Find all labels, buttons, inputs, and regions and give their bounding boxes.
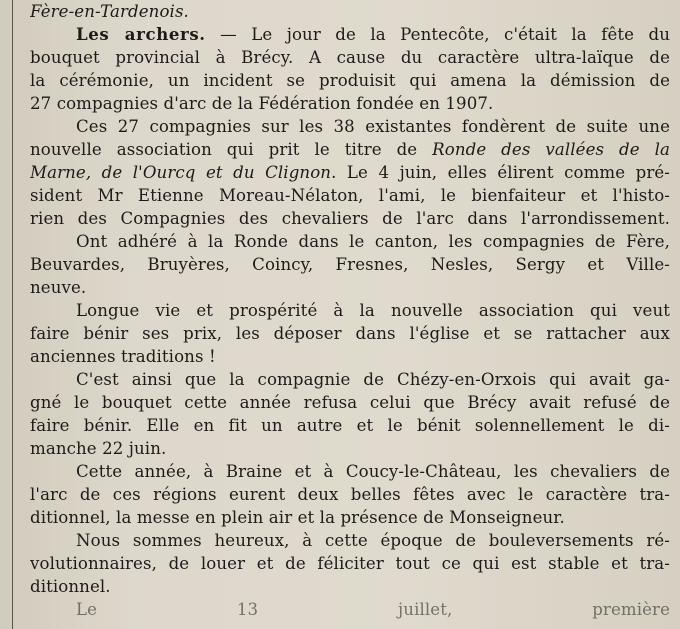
text-line: 27 compagnies d'arc de la Fédération fondée en 1907. [30,94,494,113]
text-line: Beuvardes, Bruyères, Coincy, Fresnes, Nesles, Sergy et Ville- [30,255,670,274]
article-column [30,0,670,621]
text-line: anciennes traditions ! [30,347,216,366]
text-line: volutionnaires, de louer et de féliciter tout ce qui est stable et tra- [30,554,670,573]
text-line: la cérémonie, un incident se produisit qui amena la démission de [30,71,670,90]
text-line: faire bénir. Elle en fit un autre et le bénit solennellement le di- [30,416,670,435]
text-line: Nous sommes heureux, à cette époque de bouleversements ré- [76,531,670,550]
text-line: nouvelle association qui prit le titre de Ronde des vallées de la [30,140,670,159]
text-line: l'arc de ces régions eurent deux belles fêtes avec le caractère tra- [30,485,670,504]
text-line: ditionnel. [30,577,111,596]
heading-rest: — Le jour de la Pentecôte, c'était la fête du [205,25,670,44]
text-line: Fère-en-Tardenois. [30,2,189,21]
cut-off-line: Le 13 juillet, première [76,600,670,619]
text-line: faire bénir ses prix, les déposer dans l'église et se rattacher aux [30,324,670,343]
text-line: rien des Compagnies des chevaliers de l'arc dans l'arrondissement. [30,209,670,228]
text-line: Ces 27 compagnies sur les 38 existantes fondèrent de suite une [76,117,670,136]
text-line: Cette année, à Braine et à Coucy-le-Château, les chevaliers de [76,462,670,481]
text-line: Marne, de l'Ourcq et du Clignon. Le 4 juin, elles élirent comme pré- [30,163,670,182]
text-line: manche 22 juin. [30,439,167,458]
heading-line [30,23,670,46]
text-line: ditionnel, la messe en plein air et la présence de Monseigneur. [30,508,565,527]
text-line: Longue vie et prospérité à la nouvelle association qui veut [76,301,670,320]
text-line: gné le bouquet cette année refusa celui que Brécy avait refusé de [30,393,670,412]
column-rule [12,0,13,629]
text-line: sident Mr Etienne Moreau-Nélaton, l'ami, le bienfaiteur et l'histo- [30,186,670,205]
text-line: C'est ainsi que la compagnie de Chézy-en-Orxois qui avait ga- [76,370,670,389]
section-heading: Les archers. [76,24,206,44]
text-line: neuve. [30,278,87,297]
text-line: Ont adhéré à la Ronde dans le canton, les compagnies de Fère, [76,232,670,251]
text-line: bouquet provincial à Brécy. A cause du caractère ultra-laïque de [30,48,670,67]
